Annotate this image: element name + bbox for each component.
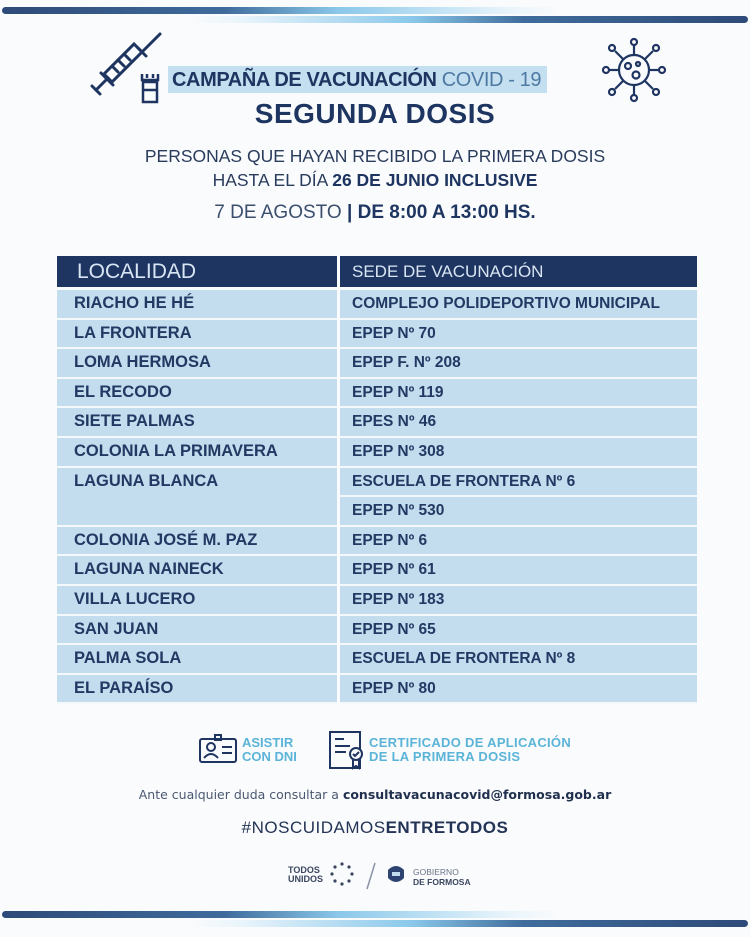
campaign-title [168, 66, 547, 93]
cell-localidad: LAGUNA BLANCA [57, 468, 337, 498]
gob-line1: GOBIERNO [413, 867, 459, 877]
schedule-time: DE 8:00 A 13:00 HS. [352, 202, 536, 223]
requirements-row [0, 730, 750, 774]
cell-localidad [57, 497, 337, 527]
campaign-title-bold: CAMPAÑA DE VACUNACIÓN [172, 69, 437, 91]
vaccination-sites-table [57, 256, 697, 704]
table-row [57, 290, 697, 320]
cell-localidad: LOMA HERMOSA [57, 349, 337, 379]
table-header [57, 256, 697, 287]
id-card-icon [198, 734, 238, 764]
column-header-sede: SEDE DE VACUNACIÓN [340, 256, 697, 287]
table-body [57, 290, 697, 704]
cell-localidad: EL PARAÍSO [57, 675, 337, 705]
cell-localidad: COLONIA LA PRIMAVERA [57, 438, 337, 468]
formosa-shield-icon [386, 862, 406, 886]
cell-localidad: LA FRONTERA [57, 320, 337, 350]
todos-line2: UNIDOS [288, 874, 324, 884]
certificate-line1: CERTIFICADO DE APLICACIÓN [369, 735, 572, 750]
cell-sede: ESCUELA DE FRONTERA Nº 8 [340, 645, 697, 675]
cell-sede: EPEP Nº 80 [340, 675, 697, 705]
certificate-icon [328, 730, 366, 770]
cell-sede: EPEP Nº 61 [340, 556, 697, 586]
schedule-line [0, 202, 750, 224]
divider-slash [366, 862, 376, 890]
todos-unidos-logo [288, 866, 323, 884]
gob-line2: DE FORMOSA [413, 877, 471, 887]
table-row [57, 438, 697, 468]
table-row [57, 616, 697, 646]
subtitle-line1: PERSONAS QUE HAYAN RECIBIDO LA PRIMERA DOSIS [144, 146, 606, 166]
contact-prefix: Ante cualquier duda consultar a [138, 787, 343, 802]
cell-sede: EPEP Nº 308 [340, 438, 697, 468]
bottom-decorative-bar [0, 908, 750, 930]
cell-sede: COMPLEJO POLIDEPORTIVO MUNICIPAL [340, 290, 697, 320]
hashtag-light: #NOSCUIDAMOS [241, 818, 386, 837]
cell-sede: EPEP Nº 530 [340, 497, 697, 527]
cell-localidad: EL RECODO [57, 379, 337, 409]
table-row [57, 556, 697, 586]
cell-localidad: PALMA SOLA [57, 645, 337, 675]
cell-sede: EPEP F. Nº 208 [340, 349, 697, 379]
virus-icon [600, 36, 668, 104]
table-row [57, 497, 697, 527]
table-row [57, 645, 697, 675]
cell-sede: EPEP Nº 65 [340, 616, 697, 646]
hashtag-bold: ENTRETODOS [385, 818, 509, 837]
cell-localidad: SAN JUAN [57, 616, 337, 646]
contact-email-link[interactable]: consultavacunacovid@formosa.gob.ar [342, 787, 612, 802]
footer-logos [0, 860, 750, 892]
contact-info [0, 787, 750, 802]
table-row [57, 468, 697, 498]
certificate-line2: DE LA PRIMERA DOSIS [369, 749, 521, 764]
cell-sede: EPEP Nº 183 [340, 586, 697, 616]
table-row [57, 349, 697, 379]
cell-localidad: SIETE PALMAS [57, 408, 337, 438]
table-row [57, 527, 697, 557]
cell-localidad: RIACHO HE HÉ [57, 290, 337, 320]
schedule-date: 7 DE AGOSTO [214, 202, 347, 223]
page-title: SEGUNDA DOSIS [254, 98, 496, 129]
table-row [57, 675, 697, 705]
stars-circle-icon [330, 862, 354, 886]
cell-sede: EPEP Nº 119 [340, 379, 697, 409]
schedule-separator: | [346, 202, 353, 223]
dni-line2: CON DNI [242, 749, 297, 764]
cell-sede: EPEP Nº 70 [340, 320, 697, 350]
table-row [57, 379, 697, 409]
table-row [57, 408, 697, 438]
todos-line1: TODOS [288, 865, 320, 875]
cell-sede: EPEP Nº 6 [340, 527, 697, 557]
subtitle-line2 [0, 170, 750, 191]
campaign-title-covid: COVID - 19 [441, 69, 542, 91]
hashtag [0, 818, 750, 838]
top-decorative-bar [0, 4, 750, 26]
certificate-requirement [369, 736, 571, 764]
cell-sede: EPES Nº 46 [340, 408, 697, 438]
cell-localidad: COLONIA JOSÉ M. PAZ [57, 527, 337, 557]
subtitle-prefix: HASTA EL DÍA [212, 170, 333, 190]
table-row [57, 320, 697, 350]
subtitle-deadline: 26 DE JUNIO INCLUSIVE [332, 170, 538, 190]
cell-localidad: VILLA LUCERO [57, 586, 337, 616]
dni-requirement [242, 736, 297, 764]
column-header-localidad: LOCALIDAD [57, 256, 337, 287]
cell-sede: ESCUELA DE FRONTERA Nº 6 [340, 468, 697, 498]
dni-line1: ASISTIR [242, 735, 294, 750]
table-row [57, 586, 697, 616]
gobierno-formosa-logo [413, 867, 471, 887]
cell-localidad: LAGUNA NAINECK [57, 556, 337, 586]
